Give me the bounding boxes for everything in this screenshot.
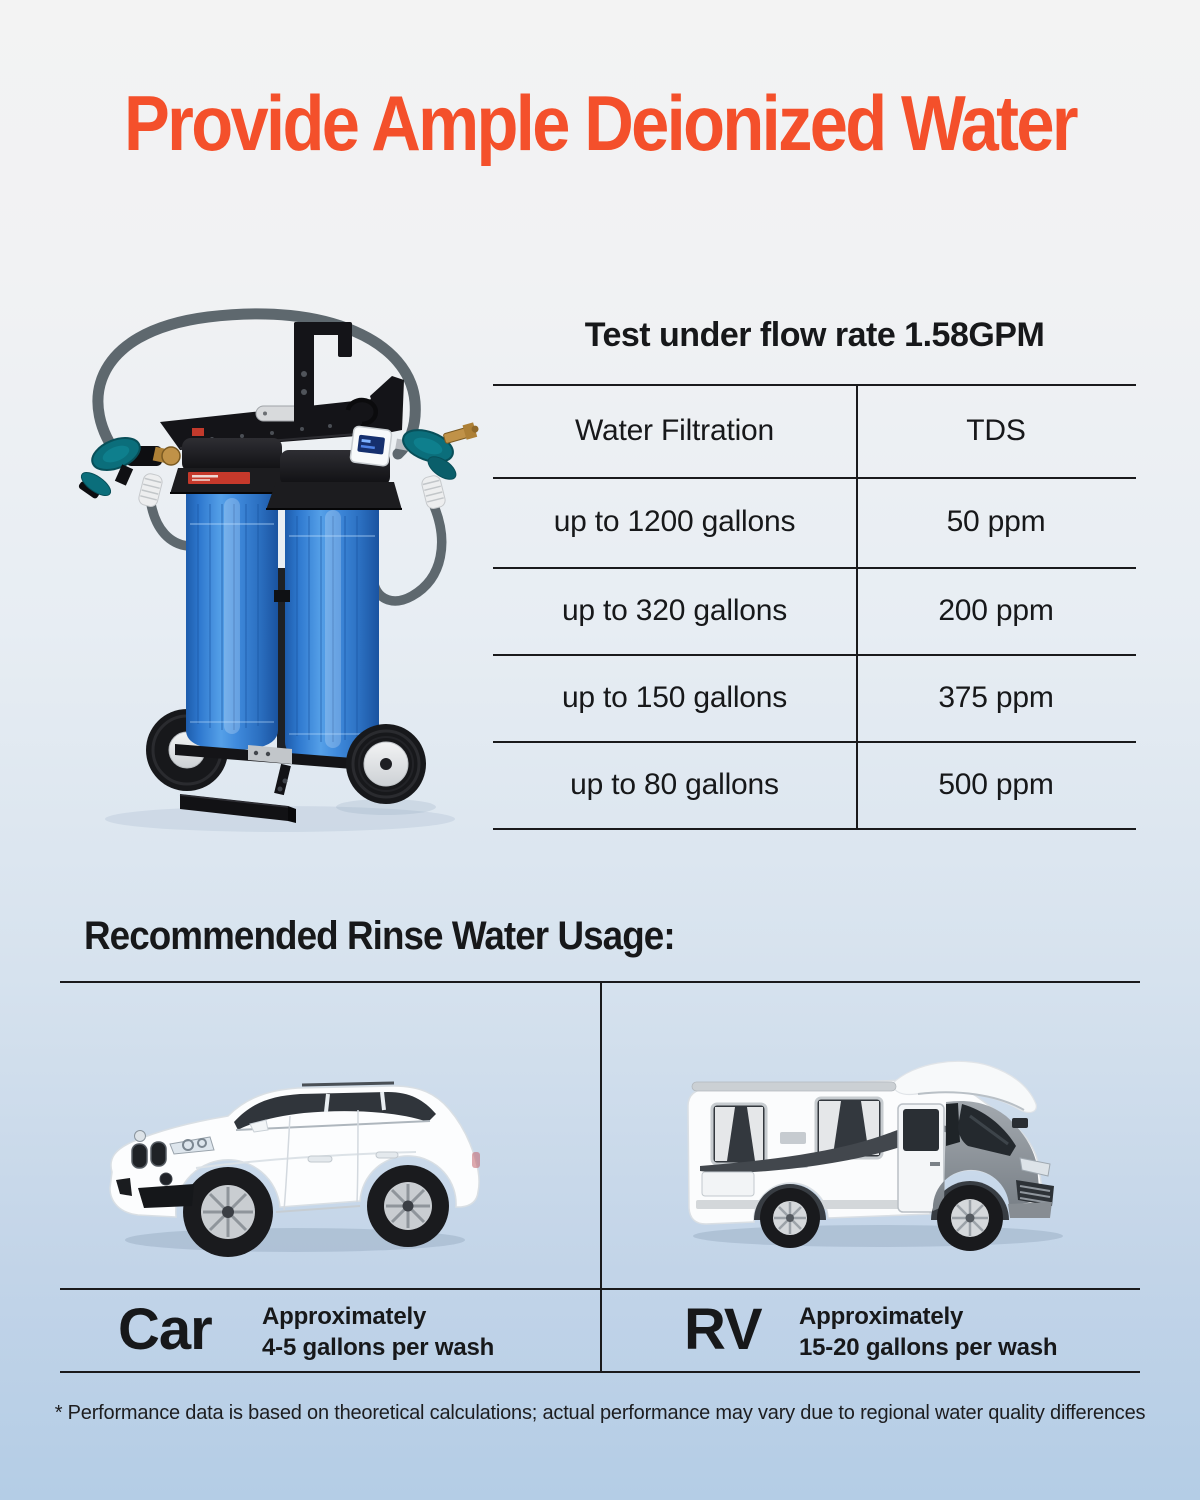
filtration-value: up to 320 gallons xyxy=(561,593,788,627)
car-label: Car xyxy=(118,1297,212,1362)
usage-column-divider xyxy=(600,981,602,1373)
housing-connector xyxy=(274,590,290,602)
table-header-row xyxy=(493,386,1136,475)
column-header-filtration: Water Filtration xyxy=(574,413,775,447)
tds-value: 500 ppm xyxy=(938,767,1054,801)
right-wheel xyxy=(346,724,426,804)
car-usage-line2: 4-5 gallons per wash xyxy=(262,1334,495,1361)
rv-mirror xyxy=(1012,1118,1028,1128)
deionizer-cart-illustration xyxy=(30,278,480,848)
tds-value: 50 ppm xyxy=(946,505,1046,538)
flow-table-title: Test under flow rate 1.58GPM xyxy=(584,316,1045,354)
tds-value: 375 ppm xyxy=(938,680,1054,714)
rv-hatch xyxy=(702,1172,754,1196)
rv-usage-note xyxy=(799,1301,1057,1363)
car-usage-note xyxy=(262,1301,494,1363)
table-row xyxy=(493,743,1136,826)
cab-side-glass xyxy=(946,1103,960,1146)
filtration-value: up to 150 gallons xyxy=(561,680,788,714)
car-usage-line1: Approximately xyxy=(262,1303,427,1330)
rv-usage-line2: 15-20 gallons per wash xyxy=(799,1334,1058,1361)
table-row xyxy=(493,569,1136,652)
filtration-value: up to 80 gallons xyxy=(570,767,779,801)
car-illustration xyxy=(70,1040,510,1275)
performance-disclaimer: * Performance data is based on theoretical calculations; actual performance may vary due to regional water quality differences xyxy=(54,1402,1146,1424)
column-header-tds: TDS xyxy=(966,413,1026,447)
right-valve xyxy=(395,421,480,510)
rv-label: RV xyxy=(684,1297,762,1362)
table-rule xyxy=(493,828,1136,830)
filtration-value: up to 1200 gallons xyxy=(553,505,796,538)
rv-illustration xyxy=(668,1042,1098,1252)
left-valve xyxy=(78,432,180,508)
rv-usage-line1: Approximately xyxy=(799,1303,964,1330)
awning-rail xyxy=(692,1082,896,1091)
table-row xyxy=(493,479,1136,565)
table-row xyxy=(493,656,1136,739)
warning-label xyxy=(188,472,250,484)
tds-value: 200 ppm xyxy=(938,593,1054,627)
usage-heading: Recommended Rinse Water Usage: xyxy=(84,914,675,958)
page-title: Provide Ample Deionized Water xyxy=(124,79,1076,167)
